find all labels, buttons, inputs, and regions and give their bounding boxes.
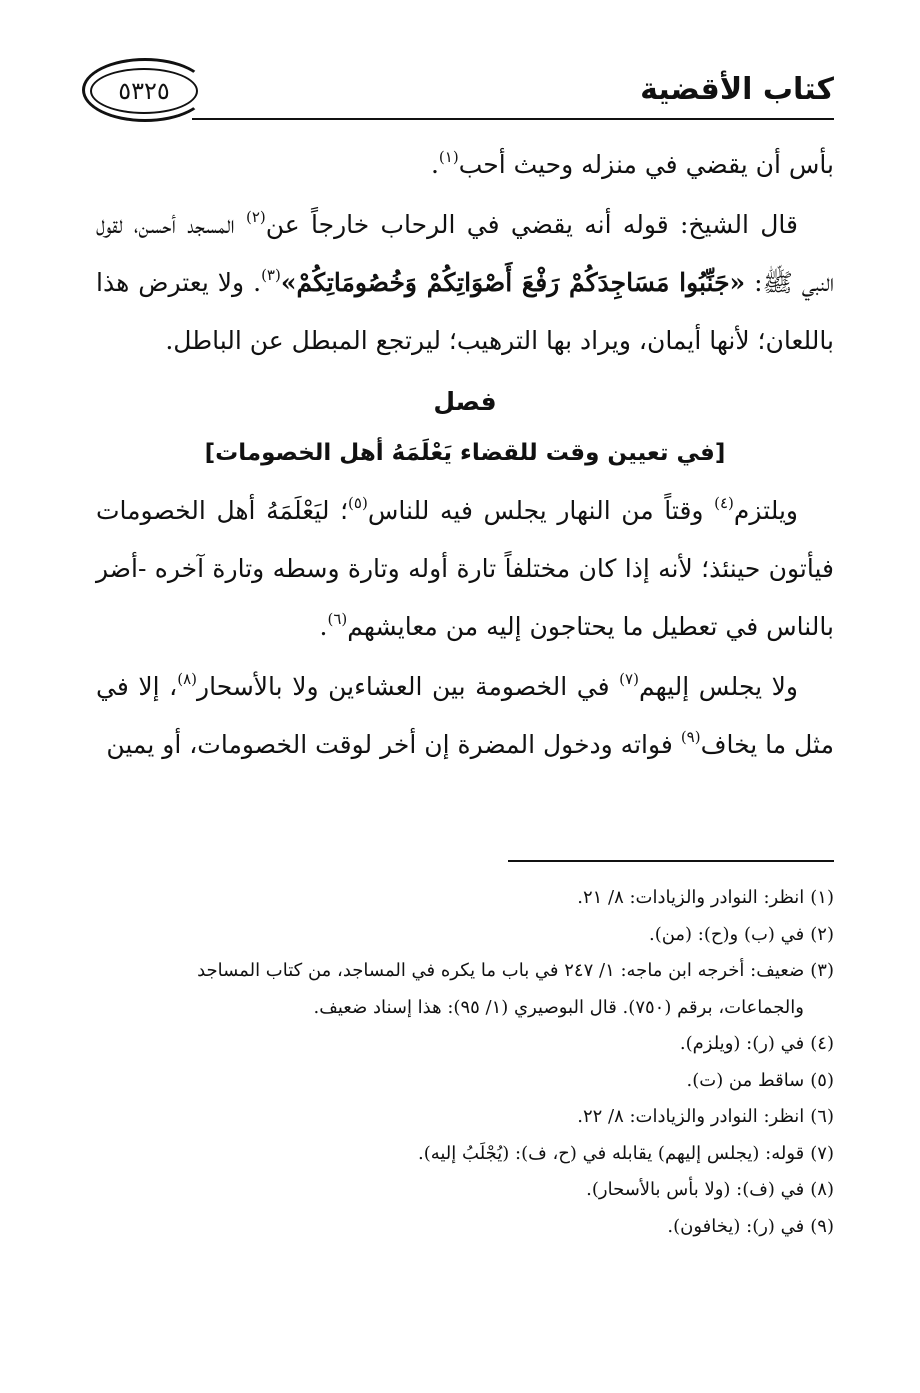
footnote-text: ضعيف: أخرجه ابن ماجه: ١/ ٢٤٧ في باب ما يكره في المساجد، من كتاب المساجد [197, 960, 805, 981]
footnotes [100, 880, 834, 1245]
footnote-4 [100, 1026, 834, 1063]
paragraph-3-text: وقتاً من النهار يجلس فيه للناس [367, 496, 715, 525]
footnote-text: قوله: (يجلس إليهم) يقابله في (ح، ف): (يُجْلَبُ إليه). [417, 1142, 805, 1164]
section-title: فصل [433, 387, 497, 416]
footnote-separator [508, 860, 834, 862]
hadith-quote: «جَنِّبُوا مَسَاجِدَكُمْ رَفْعَ أَصْوَاتِكُمْ وَخُصُومَاتِكُمْ» [280, 268, 746, 297]
footnote-number: (٩) [810, 1215, 834, 1237]
footnote-ref: (٧) [619, 670, 639, 688]
footnote-text: في (ف): (ولا بأس بالأسحار). [586, 1179, 805, 1200]
paragraph-4-text: ولا يجلس إليهم [638, 672, 798, 701]
period: . [430, 150, 439, 179]
paragraph-2-text: . ولا يعترض هذا باللعان؛ لأنها أيمان، ويراد بها الترهيب؛ ليرتجع المبطل عن الباطل. [96, 268, 834, 355]
section-subtitle: [في تعيين وقت للقضاء يَعْلَمَهُ أهل الخصومات] [204, 440, 726, 466]
footnote-text: انظر: النوادر والزيادات: ٨/ ٢١. [577, 887, 805, 908]
page-number: ٥٣٢٥ [90, 68, 198, 114]
footnote-ref: (٢) [245, 208, 266, 226]
footnote-3 [100, 953, 834, 990]
footnote-number: (٣) [810, 960, 834, 981]
footnote-3-continuation: والجماعات، برقم (٧٥٠). قال البوصيري (١/ ٩٥): هذا إسناد ضعيف. [313, 996, 804, 1018]
footnote-number: (١) [810, 887, 834, 908]
footnote-5 [100, 1063, 834, 1100]
paragraph-2 [96, 196, 834, 370]
paragraph-4-text: في الخصومة بين العشاءين ولا بالأسحار [197, 672, 620, 701]
footnote-1 [100, 880, 834, 917]
footnote-number: (٤) [810, 1033, 834, 1054]
main-text [96, 136, 834, 776]
paragraph-2-text: قال الشيخ: قوله أنه يقضي في الرحاب خارجاً عن [265, 210, 798, 239]
footnote-ref: (٩) [680, 728, 701, 746]
footnote-text: في (ب) و(ح): (من). [648, 923, 805, 945]
footnote-text: انظر: النوادر والزيادات: ٨/ ٢٢. [577, 1106, 805, 1127]
footnote-number: (٧) [810, 1142, 834, 1164]
footnote-number: (٨) [810, 1179, 834, 1200]
book-title: كتاب الأقضية [640, 72, 834, 107]
paragraph-4-text: فواته ودخول المضرة إن أخر لوقت الخصومات، أو يمين [106, 730, 681, 759]
footnote-8 [100, 1172, 834, 1209]
paragraph-4-text: ، إلا في مثل ما يخاف [96, 672, 834, 759]
footnote-ref: (٥) [348, 494, 368, 512]
paragraph-3-text: ؛ ليَعْلَمَهُ أهل الخصومات فيأتون حينئذ؛ لأنه إذا كان مختلفاً تارة أوله وتارة وسطه وتارة آخره -أضر بالناس في تعطيل ما يحتاجون إليه من معايشهم [96, 496, 834, 641]
period: . [319, 612, 328, 641]
paragraph-1-text: بأس أن يقضي في منزله وحيث أحب [458, 150, 834, 179]
footnote-9 [100, 1209, 834, 1246]
paragraph-3-text: ويلتزم [733, 496, 798, 525]
footnote-ref: (٣) [261, 266, 281, 284]
footnote-6 [100, 1099, 834, 1136]
footnote-text: في (ر): (ويلزم). [679, 1033, 805, 1054]
footnote-ref: (٨) [177, 670, 198, 688]
paragraph-1 [96, 136, 834, 194]
footnote-7 [100, 1136, 834, 1173]
footnote-ref: (٤) [714, 494, 734, 512]
footnote-text: في (ر): (يخافون). [667, 1215, 805, 1237]
footnote-ref: (٦) [327, 610, 348, 628]
footnote-text: ساقط من (ت). [686, 1069, 805, 1091]
paragraph-4 [96, 658, 834, 774]
paragraph-3 [96, 482, 834, 656]
footnote-number: (٢) [810, 923, 834, 945]
footnote-number: (٦) [810, 1106, 834, 1127]
running-header [82, 48, 834, 120]
header-rule [192, 118, 834, 120]
footnote-number: (٥) [810, 1069, 834, 1091]
paragraph-2-text: المسجد أحسن، لقول النبي ﷺ: [96, 210, 835, 297]
footnote-ref: (١) [438, 148, 459, 166]
footnote-2 [100, 917, 834, 954]
